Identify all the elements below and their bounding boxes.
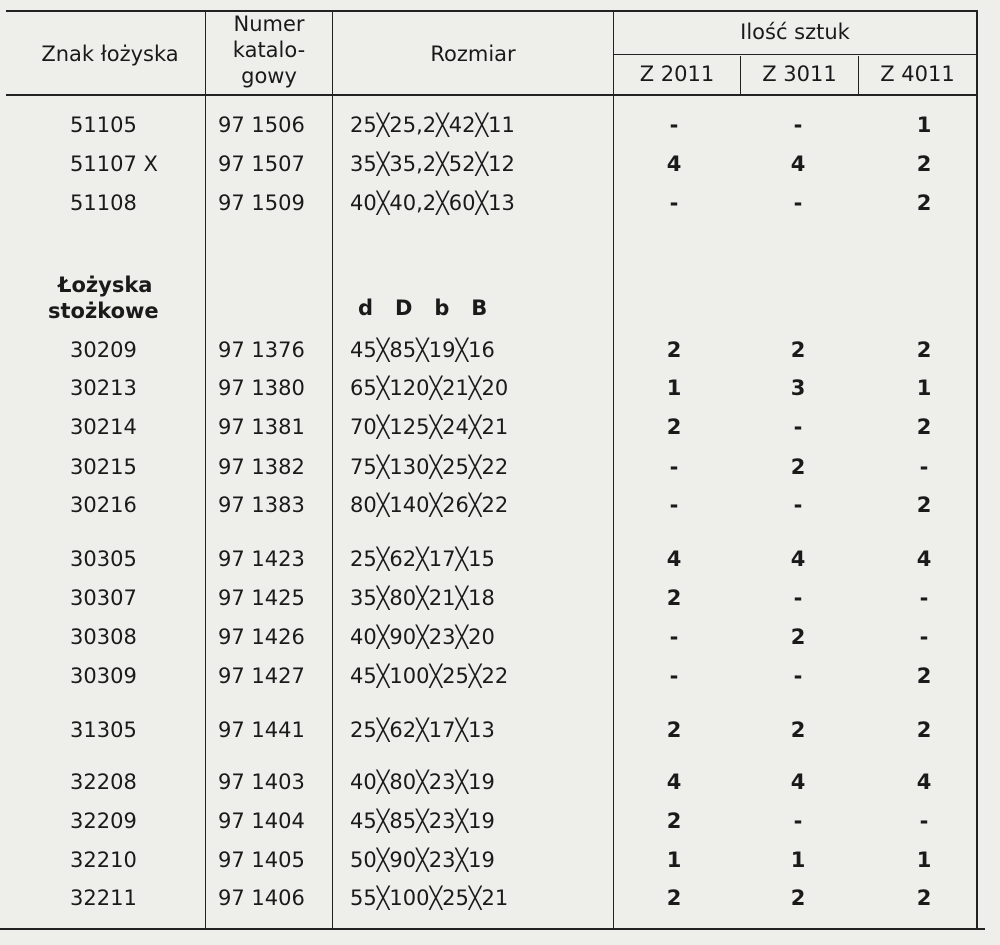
z3011-cell: - <box>793 586 803 610</box>
znak-cell: 30309 <box>70 664 137 688</box>
znak-cell: 30307 <box>70 586 137 610</box>
numer-cell: 97 1380 <box>218 376 305 400</box>
table-right-border <box>976 10 978 930</box>
znak-cell: 32208 <box>70 770 137 794</box>
z2011-cell: - <box>669 493 679 517</box>
z4011-cell: 1 <box>916 113 932 137</box>
rozmiar-cell: 25╳25,2╳42╳11 <box>350 113 515 137</box>
z4011-cell: 1 <box>916 376 932 400</box>
z4011-cell: 2 <box>916 886 932 910</box>
numer-cell: 97 1381 <box>218 415 305 439</box>
znak-cell: 30215 <box>70 455 137 479</box>
numer-cell: 97 1405 <box>218 848 305 872</box>
z4011-cell: 2 <box>916 415 932 439</box>
numer-cell: 97 1382 <box>218 455 305 479</box>
z2011-cell: 2 <box>666 886 682 910</box>
rozmiar-cell: 50╳90╳23╳19 <box>350 848 495 872</box>
z3011-cell: - <box>793 415 803 439</box>
z3011-cell: - <box>793 664 803 688</box>
z2011-cell: - <box>669 113 679 137</box>
znak-cell: 32209 <box>70 809 137 833</box>
rozmiar-cell: 70╳125╳24╳21 <box>350 415 509 439</box>
z4011-cell: - <box>919 455 929 479</box>
numer-cell: 97 1406 <box>218 886 305 910</box>
znak-cell: 51107 X <box>70 152 158 176</box>
z2011-cell: 4 <box>666 770 682 794</box>
numer-cell: 97 1506 <box>218 113 305 137</box>
numer-cell: 97 1403 <box>218 770 305 794</box>
header-bottom-border <box>6 94 978 96</box>
z2011-cell: - <box>669 455 679 479</box>
col-divider-2 <box>332 10 333 930</box>
header-numer-line2: katalo- <box>232 38 306 62</box>
z4011-cell: 1 <box>916 848 932 872</box>
rozmiar-cell: 40╳90╳23╳20 <box>350 625 495 649</box>
znak-cell: 30214 <box>70 415 137 439</box>
znak-cell: 30213 <box>70 376 137 400</box>
rozmiar-cell: 25╳62╳17╳15 <box>350 547 495 571</box>
header-z4011: Z 4011 <box>880 62 955 86</box>
z2011-cell: - <box>669 664 679 688</box>
numer-cell: 97 1427 <box>218 664 305 688</box>
znak-cell: 31305 <box>70 718 137 742</box>
header-numer-line1: Numer <box>233 12 305 36</box>
z2011-cell: 2 <box>666 338 682 362</box>
rozmiar-cell: 35╳35,2╳52╳12 <box>350 152 515 176</box>
z4011-cell: - <box>919 625 929 649</box>
z2011-cell: 1 <box>666 848 682 872</box>
rozmiar-cell: 40╳40,2╳60╳13 <box>350 191 515 215</box>
znak-cell: 30209 <box>70 338 137 362</box>
znak-cell: 51105 <box>70 113 137 137</box>
znak-cell: 30305 <box>70 547 137 571</box>
header-numer-line3: gowy <box>241 64 297 88</box>
z3011-cell: - <box>793 113 803 137</box>
rozmiar-cell: 55╳100╳25╳21 <box>350 886 509 910</box>
z3011-cell: 4 <box>790 152 806 176</box>
z4011-cell: 2 <box>916 664 932 688</box>
z3011-cell: 2 <box>790 338 806 362</box>
z3011-cell: 2 <box>790 625 806 649</box>
z2011-cell: 2 <box>666 809 682 833</box>
z4011-cell: - <box>919 809 929 833</box>
rozmiar-cell: 65╳120╳21╳20 <box>350 376 509 400</box>
z3011-cell: - <box>793 809 803 833</box>
z4011-cell: 2 <box>916 718 932 742</box>
znak-cell: 30216 <box>70 493 137 517</box>
rozmiar-cell: 45╳85╳19╳16 <box>350 338 495 362</box>
section-title-line1: Łożyska <box>58 273 153 297</box>
z4011-cell: 2 <box>916 338 932 362</box>
header-z2011: Z 2011 <box>639 62 715 86</box>
z3011-cell: 1 <box>790 848 806 872</box>
z3011-cell: 4 <box>790 547 806 571</box>
z2011-cell: 2 <box>666 718 682 742</box>
z2011-cell: 4 <box>666 152 682 176</box>
rozmiar-cell: 45╳100╳25╳22 <box>350 664 509 688</box>
z3011-cell: - <box>793 191 803 215</box>
rozmiar-cell: 40╳80╳23╳19 <box>350 770 495 794</box>
numer-cell: 97 1509 <box>218 191 305 215</box>
z3011-cell: 4 <box>790 770 806 794</box>
numer-cell: 97 1383 <box>218 493 305 517</box>
header-ilosc: Ilość sztuk <box>740 20 850 44</box>
z3011-cell: 2 <box>790 455 806 479</box>
z2011-cell: - <box>669 625 679 649</box>
z4011-cell: 4 <box>916 770 932 794</box>
z3011-cell: - <box>793 493 803 517</box>
z2011-cell: 2 <box>666 415 682 439</box>
subheader-divider <box>614 54 977 55</box>
znak-cell: 32210 <box>70 848 137 872</box>
dimension-labels: d D b B <box>358 296 488 320</box>
header-rozmiar: Rozmiar <box>430 42 516 66</box>
znak-cell: 51108 <box>70 191 137 215</box>
z4011-cell: 2 <box>916 191 932 215</box>
numer-cell: 97 1507 <box>218 152 305 176</box>
z2011-cell: 4 <box>666 547 682 571</box>
col-divider-3 <box>613 10 614 930</box>
table-top-border <box>6 10 978 12</box>
rozmiar-cell: 45╳85╳23╳19 <box>350 809 495 833</box>
z3011-cell: 2 <box>790 886 806 910</box>
z3011-cell: 2 <box>790 718 806 742</box>
z4011-cell: - <box>919 586 929 610</box>
rozmiar-cell: 80╳140╳26╳22 <box>350 493 509 517</box>
z3011-cell: 3 <box>790 376 806 400</box>
numer-cell: 97 1404 <box>218 809 305 833</box>
z2011-cell: 2 <box>666 586 682 610</box>
z2011-cell: 1 <box>666 376 682 400</box>
z4011-cell: 2 <box>916 493 932 517</box>
znak-cell: 30308 <box>70 625 137 649</box>
header-z3011: Z 3011 <box>762 62 837 86</box>
rozmiar-cell: 35╳80╳21╳18 <box>350 586 495 610</box>
z4011-cell: 4 <box>916 547 932 571</box>
numer-cell: 97 1425 <box>218 586 305 610</box>
col-divider-1 <box>205 10 206 930</box>
z2011-cell: - <box>669 191 679 215</box>
section-title-line2: stożkowe <box>48 299 159 323</box>
header-znak: Znak łożyska <box>41 42 179 66</box>
numer-cell: 97 1426 <box>218 625 305 649</box>
znak-cell: 32211 <box>70 886 137 910</box>
rozmiar-cell: 75╳130╳25╳22 <box>350 455 509 479</box>
numer-cell: 97 1376 <box>218 338 305 362</box>
rozmiar-cell: 25╳62╳17╳13 <box>350 718 495 742</box>
table-bottom-border <box>0 928 985 930</box>
z4011-cell: 2 <box>916 152 932 176</box>
numer-cell: 97 1423 <box>218 547 305 571</box>
numer-cell: 97 1441 <box>218 718 305 742</box>
